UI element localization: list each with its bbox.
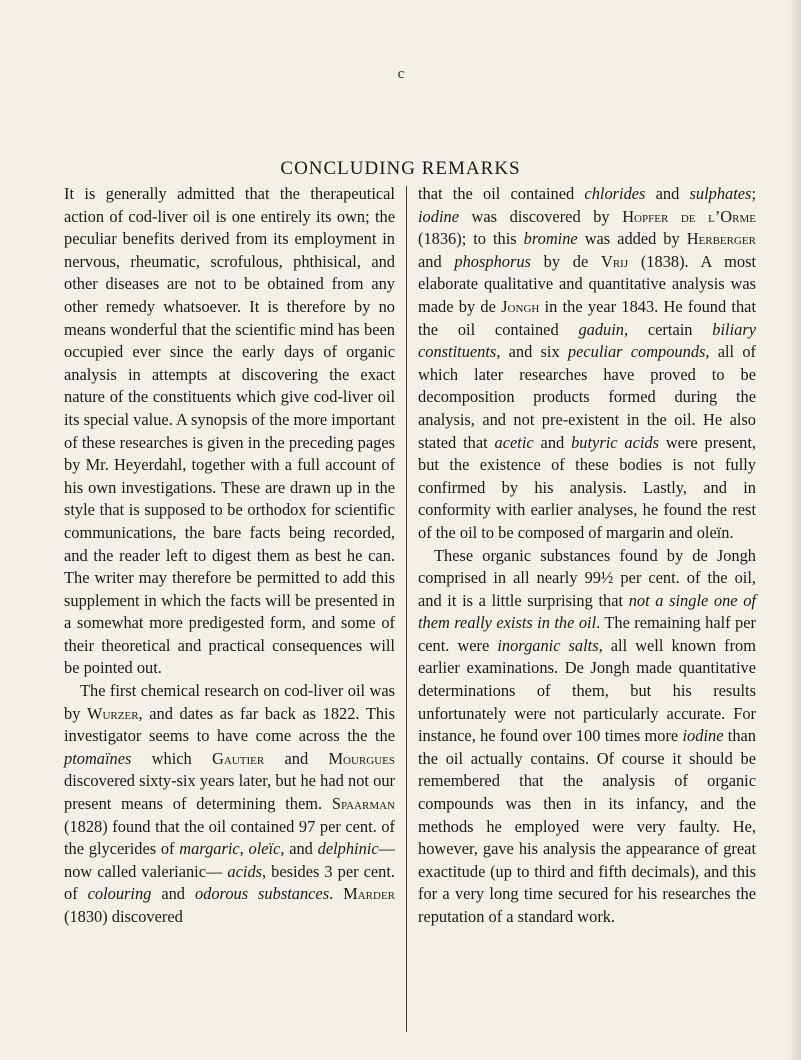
italic-term: ptomaïnes <box>64 748 132 768</box>
text-run: . The remaining half per cent. were <box>418 613 756 655</box>
italic-term: inorganic salts <box>497 635 599 655</box>
paragraph-opening <box>64 183 395 680</box>
italic-term: acids <box>227 861 263 881</box>
text-run: (1830) discovered <box>64 907 183 926</box>
author-name: Mourgues <box>328 748 395 768</box>
author-name: Vrij <box>600 251 629 271</box>
italic-term: iodine <box>682 726 724 746</box>
page-edge-shadow <box>787 0 801 1060</box>
text-run: which <box>131 748 213 768</box>
text-run: and <box>284 839 318 859</box>
author-name: Jongh <box>501 296 540 316</box>
italic-term: not a single one of them really exists in the oil <box>418 590 756 633</box>
paragraph-organic-substances <box>418 545 756 929</box>
page-title: CONCLUDING REMARKS <box>280 157 521 179</box>
text-run: and <box>264 748 329 768</box>
italic-term: margaric, oleïc, <box>179 839 285 859</box>
text-run: was discovered by <box>458 206 623 226</box>
italic-term: delphinic <box>317 839 379 859</box>
italic-term: biliary constituents <box>418 319 756 362</box>
italic-term: odorous substances <box>194 884 330 904</box>
italic-term: chlorides <box>584 184 646 203</box>
author-name: Spaarman <box>331 794 395 814</box>
right-column <box>418 183 756 929</box>
text-run: , and dates as far back as 1822. This investigator seems to have come across the the <box>64 703 395 746</box>
author-name: Herberger <box>686 229 756 249</box>
italic-term: gaduin <box>578 319 624 339</box>
paragraph-text: It is generally admitted that the therapeutical action of cod-liver oil is one entirely its own; the peculiar benefits derived from its employment in nervous, rheumatic, scrofulous, phthisical, and other diseases are not to be obtained from any other remedy whatsoever. It is therefore by no means wonderful that the scientific mind has been occupied ever since the early days of organic analysis in attempts at discovering the exact nature of the constituents which give cod-liver oil its special value. A synopsis of the more important of these researches is given in the preceding pages by Mr. Heyerdahl, together with a full account of his own investigations. These are drawn up in the style that is supposed to be orthodox for scientific communications, the bare facts being recorded, and the reader left to digest them as best he can. The writer may therefore be permitted to add this supplement in which the facts will be presented in a somewhat more predigested form, and some of their theoretical and practical consequences will be pointed out. <box>64 184 395 678</box>
text-run: The first chemical research on cod-liver oil was by <box>64 681 395 723</box>
text-run: by de <box>530 251 601 271</box>
text-run: , besides 3 per cent. of <box>64 861 395 904</box>
author-name: Gautier <box>212 748 265 768</box>
italic-term: peculiar compounds <box>567 342 706 362</box>
paragraph-first-research <box>64 680 395 929</box>
italic-term: phosphorus <box>454 251 531 271</box>
author-name: Wurzer <box>87 703 139 723</box>
italic-term: butyric acids <box>571 432 659 452</box>
text-run: than the oil actually contains. Of course it should be remembered that the analysis of organic compounds was then in its infancy, and the methods he employed were very faulty. He, however, gave his analysis the appearance of great exactitude (up to third and fifth decimals), and this for a very long time secured for his researches the reputation of a standard work. <box>418 726 756 926</box>
text-run: in the year 1843. He found that the oil contained <box>418 296 756 339</box>
italic-term: bromine <box>523 229 578 249</box>
left-column <box>64 183 395 929</box>
paragraph-continued <box>418 183 756 545</box>
text-run: (1836); to this <box>418 229 524 249</box>
text-run: ; <box>751 184 756 203</box>
column-divider <box>406 186 407 1032</box>
text-run: was added by <box>577 229 687 249</box>
text-run: These organic substances found by de Jongh comprised in all nearly 99½ per cent. of the oil, and it is a little surprising that <box>418 545 756 610</box>
text-run: (1838). A most elaborate qualitative and quantitative analysis was made by de <box>418 251 757 316</box>
author-name: Hopfer de l’Orme <box>622 206 756 226</box>
italic-term: acetic <box>494 432 534 452</box>
text-run: and <box>533 432 572 452</box>
text-run: that the oil contained <box>418 184 585 203</box>
page-letter: c <box>397 66 405 82</box>
text-run: , all well known from earlier examinations. De Jongh made quantitative determinations of them, but his results unfortunately were not particularly accurate. For instance, he found over 100 times more <box>418 635 757 746</box>
text-run: discovered sixty-six years later, but he had not our present means of determining them. <box>64 771 395 814</box>
text-run: , and six <box>496 342 568 362</box>
text-run: (1828) found that the oil contained 97 per cent. of the glycerides of <box>64 816 395 859</box>
text-run: —now called valerianic— <box>64 839 396 881</box>
text-run: and <box>645 184 690 203</box>
italic-term: sulphates <box>689 184 752 203</box>
italic-term: colouring <box>87 884 152 904</box>
text-run: and <box>418 251 455 271</box>
text-run: , certain <box>623 319 713 339</box>
italic-term: iodine <box>418 206 459 226</box>
text-run: , all of which later researches have proved to be decomposition products formed during the analysis, and not pre-existent in the oil. He also stated that <box>418 342 756 452</box>
author-name: Marder <box>343 884 395 904</box>
text-run: . <box>329 884 344 904</box>
text-run: and <box>151 884 195 904</box>
text-run: were present, but the existence of these bodies is not fully confirmed by his analysis. Lastly, and in conformity with earlier analyses, he found the rest of the oil to be composed of margarin and oleïn. <box>418 432 756 542</box>
